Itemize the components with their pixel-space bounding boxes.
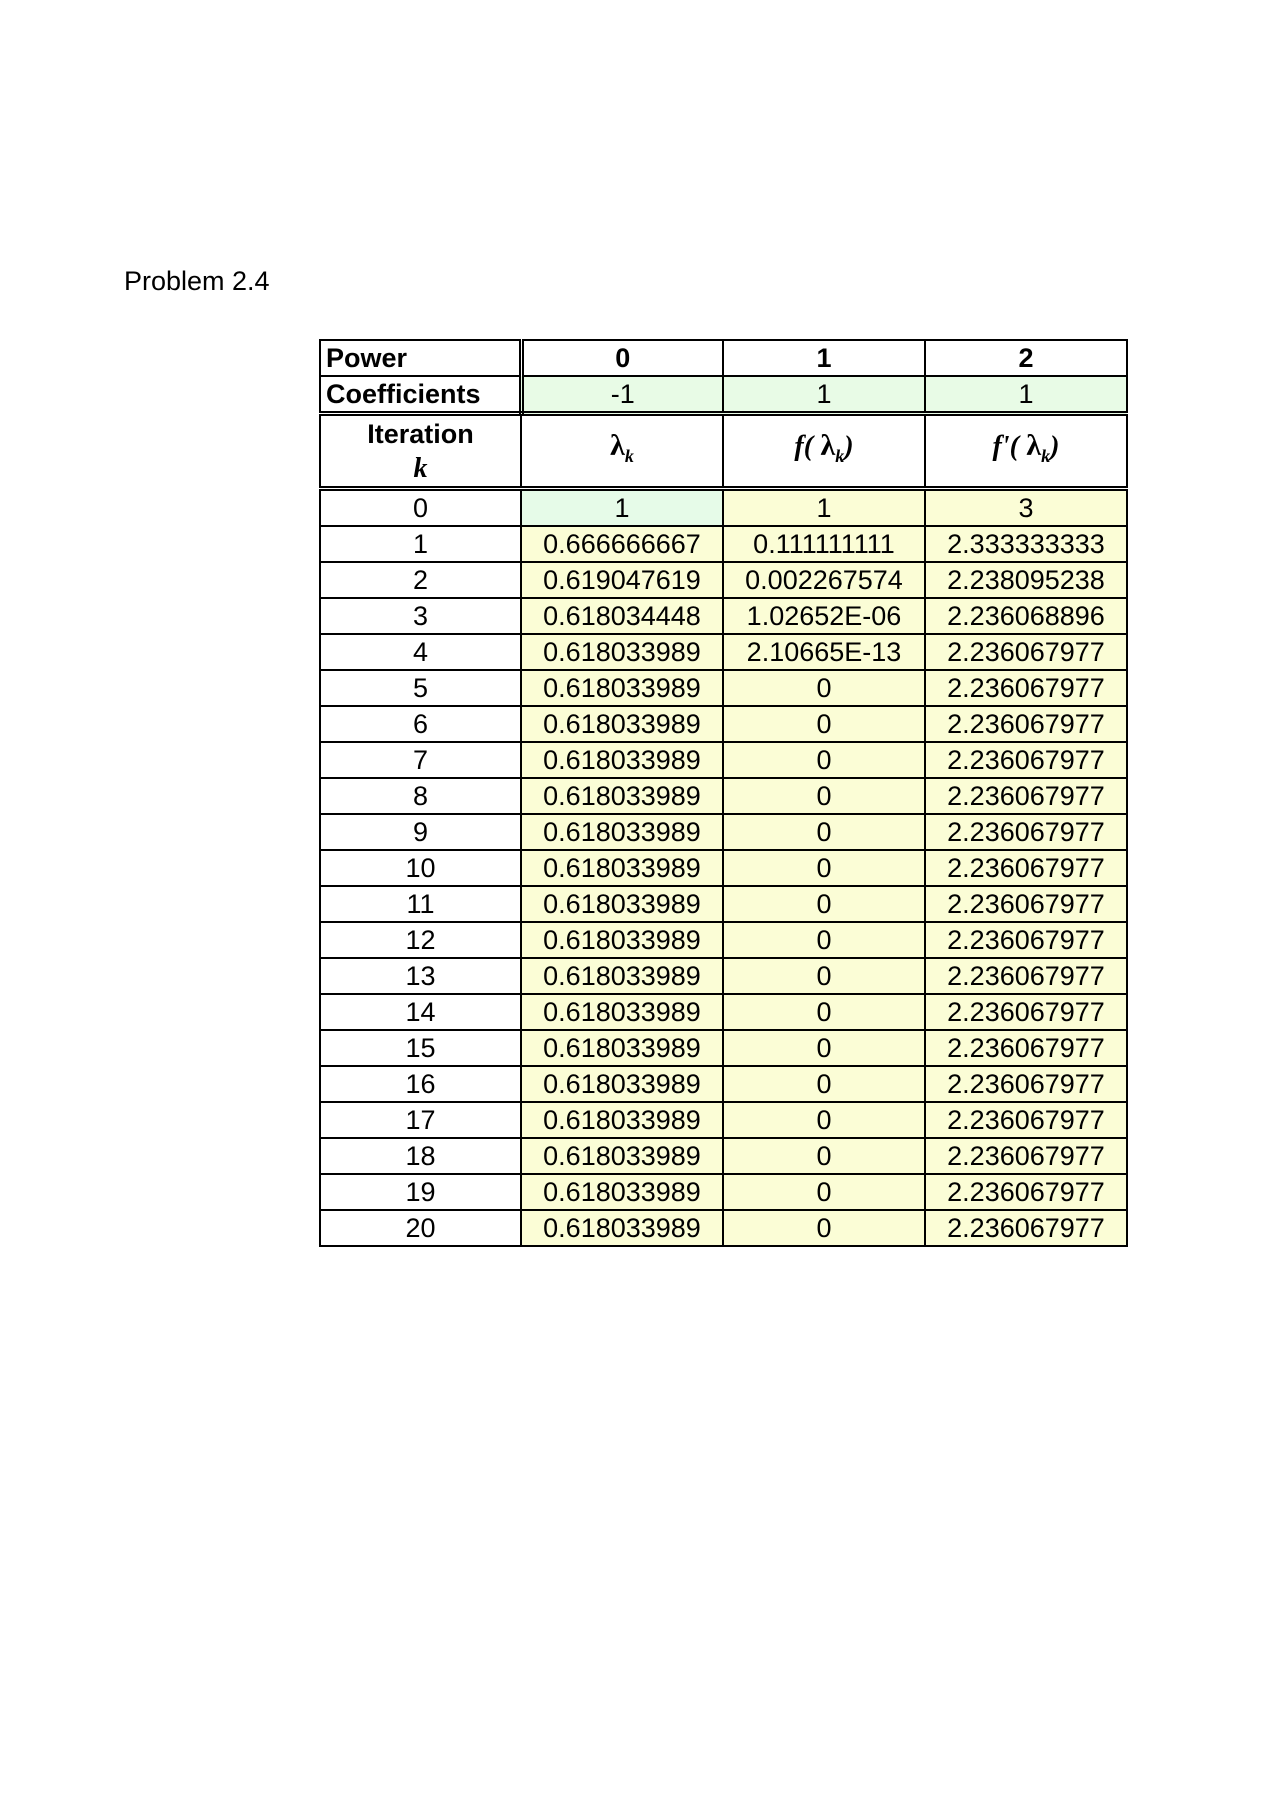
f-lambda-value[interactable]: 0	[723, 1138, 925, 1174]
lambda-value[interactable]: 0.618033989	[521, 1138, 723, 1174]
table-row	[320, 634, 1127, 670]
lambda-value[interactable]: 1	[521, 489, 723, 527]
lambda-symbol: λ	[610, 429, 625, 462]
iteration-k[interactable]: 18	[320, 1138, 521, 1174]
iteration-k[interactable]: 19	[320, 1174, 521, 1210]
iteration-header-row	[320, 414, 1127, 489]
f-lambda-value[interactable]: 0	[723, 1174, 925, 1210]
f-lambda-value[interactable]: 0	[723, 994, 925, 1030]
f-prime-lambda-value[interactable]: 2.236067977	[925, 742, 1127, 778]
table-row	[320, 922, 1127, 958]
f-prime-lambda-value[interactable]: 2.238095238	[925, 562, 1127, 598]
f-lambda-value[interactable]: 0	[723, 1030, 925, 1066]
coefficients-row	[320, 376, 1127, 414]
f-suffix: )	[844, 431, 854, 462]
iteration-k[interactable]: 15	[320, 1030, 521, 1066]
coefficients-label: Coefficients	[320, 376, 521, 414]
f-lambda-value[interactable]: 0	[723, 778, 925, 814]
lambda-value[interactable]: 0.618033989	[521, 886, 723, 922]
table-row	[320, 1174, 1127, 1210]
lambda-value[interactable]: 0.618033989	[521, 1030, 723, 1066]
f-lambda-value[interactable]: 0	[723, 742, 925, 778]
iteration-k[interactable]: 17	[320, 1102, 521, 1138]
table-row	[320, 850, 1127, 886]
newton-iteration-table	[319, 339, 1128, 1247]
f-prime-lambda-value[interactable]: 2.236067977	[925, 1102, 1127, 1138]
lambda-value[interactable]: 0.618033989	[521, 1066, 723, 1102]
lambda-value[interactable]: 0.618033989	[521, 958, 723, 994]
table-row	[320, 886, 1127, 922]
f-prime-lambda-value[interactable]: 2.236067977	[925, 814, 1127, 850]
lambda-value[interactable]: 0.618033989	[521, 670, 723, 706]
iteration-k[interactable]: 16	[320, 1066, 521, 1102]
f-prime-lambda-value[interactable]: 2.236067977	[925, 670, 1127, 706]
lambda-value[interactable]: 0.618033989	[521, 1174, 723, 1210]
f-lambda-value[interactable]: 0	[723, 670, 925, 706]
lambda-value[interactable]: 0.618033989	[521, 1210, 723, 1246]
iteration-k[interactable]: 8	[320, 778, 521, 814]
table-row	[320, 742, 1127, 778]
iteration-k[interactable]: 3	[320, 598, 521, 634]
iteration-k[interactable]: 10	[320, 850, 521, 886]
lambda-value[interactable]: 0.618033989	[521, 706, 723, 742]
f-lambda-value[interactable]: 0	[723, 886, 925, 922]
page-title: Problem 2.4	[124, 266, 270, 296]
iteration-k[interactable]: 0	[320, 489, 521, 527]
iteration-k[interactable]: 1	[320, 526, 521, 562]
table-row	[320, 814, 1127, 850]
lambda-value[interactable]: 0.618033989	[521, 778, 723, 814]
power-1: 1	[723, 340, 925, 376]
f-prime-lambda-symbol: λ	[1026, 429, 1042, 462]
iteration-k[interactable]: 9	[320, 814, 521, 850]
iteration-k[interactable]: 7	[320, 742, 521, 778]
table-row	[320, 526, 1127, 562]
iteration-k[interactable]: 11	[320, 886, 521, 922]
f-prime-lambda-value[interactable]: 2.236067977	[925, 778, 1127, 814]
lambda-value[interactable]: 0.618033989	[521, 1102, 723, 1138]
f-prime-lambda-value[interactable]: 2.236068896	[925, 598, 1127, 634]
coefficient-0[interactable]: -1	[521, 376, 723, 414]
power-2: 2	[925, 340, 1127, 376]
power-label: Power	[320, 340, 521, 376]
f-lambda-value[interactable]: 0	[723, 1066, 925, 1102]
iteration-k[interactable]: 13	[320, 958, 521, 994]
lambda-value[interactable]: 0.618033989	[521, 634, 723, 670]
coefficient-2[interactable]: 1	[925, 376, 1127, 414]
f-lambda-value[interactable]: 0.111111111	[723, 526, 925, 562]
f-prime-lambda-value[interactable]: 2.236067977	[925, 994, 1127, 1030]
f-prime-lambda-value[interactable]: 2.236067977	[925, 1066, 1127, 1102]
power-row	[320, 340, 1127, 376]
f-prime-lambda-value[interactable]: 2.236067977	[925, 634, 1127, 670]
lambda-value[interactable]: 0.666666667	[521, 526, 723, 562]
iteration-k[interactable]: 14	[320, 994, 521, 1030]
f-lambda-subscript: k	[835, 446, 845, 466]
iteration-k-label: k	[413, 453, 428, 484]
f-prime-prefix: f'(	[992, 431, 1019, 462]
f-lambda-value[interactable]: 0	[723, 958, 925, 994]
lambda-value[interactable]: 0.618034448	[521, 598, 723, 634]
f-lambda-symbol: λ	[820, 429, 836, 462]
table-row	[320, 706, 1127, 742]
f-prime-lambda-value[interactable]: 2.333333333	[925, 526, 1127, 562]
table-row	[320, 1030, 1127, 1066]
table-row	[320, 1210, 1127, 1246]
f-prime-lambda-subscript: k	[1041, 446, 1051, 466]
table-row	[320, 1102, 1127, 1138]
f-lambda-value[interactable]: 0	[723, 850, 925, 886]
f-lambda-value[interactable]: 0	[723, 706, 925, 742]
iteration-k[interactable]: 20	[320, 1210, 521, 1246]
lambda-subscript: k	[624, 446, 634, 466]
iteration-k[interactable]: 12	[320, 922, 521, 958]
iteration-header	[320, 414, 521, 489]
f-lambda-value[interactable]: 1.02652E-06	[723, 598, 925, 634]
table-row	[320, 489, 1127, 527]
lambda-value[interactable]: 0.619047619	[521, 562, 723, 598]
f-prime-lambda-value[interactable]: 2.236067977	[925, 886, 1127, 922]
lambda-header	[521, 414, 723, 489]
f-lambda-value[interactable]: 0	[723, 1210, 925, 1246]
f-prefix: f(	[794, 431, 814, 462]
lambda-value[interactable]: 0.618033989	[521, 994, 723, 1030]
iteration-k[interactable]: 5	[320, 670, 521, 706]
table-row	[320, 994, 1127, 1030]
f-prime-lambda-value[interactable]: 2.236067977	[925, 958, 1127, 994]
table-row	[320, 562, 1127, 598]
f-lambda-value[interactable]: 2.10665E-13	[723, 634, 925, 670]
table-row	[320, 958, 1127, 994]
lambda-value[interactable]: 0.618033989	[521, 850, 723, 886]
f-lambda-value[interactable]: 0.002267574	[723, 562, 925, 598]
iteration-k[interactable]: 2	[320, 562, 521, 598]
f-lambda-value[interactable]: 0	[723, 922, 925, 958]
iteration-k[interactable]: 4	[320, 634, 521, 670]
f-lambda-header	[723, 414, 925, 489]
table-row	[320, 1138, 1127, 1174]
table-row	[320, 598, 1127, 634]
table-row	[320, 670, 1127, 706]
f-prime-lambda-value[interactable]: 2.236067977	[925, 706, 1127, 742]
f-lambda-value[interactable]: 1	[723, 489, 925, 527]
coefficient-1[interactable]: 1	[723, 376, 925, 414]
f-prime-lambda-header	[925, 414, 1127, 489]
iteration-k[interactable]: 6	[320, 706, 521, 742]
f-prime-lambda-value[interactable]: 3	[925, 489, 1127, 527]
f-prime-lambda-value[interactable]: 2.236067977	[925, 850, 1127, 886]
f-prime-lambda-value[interactable]: 2.236067977	[925, 1138, 1127, 1174]
f-prime-lambda-value[interactable]: 2.236067977	[925, 1174, 1127, 1210]
f-prime-suffix: )	[1050, 431, 1060, 462]
table-row	[320, 778, 1127, 814]
lambda-value[interactable]: 0.618033989	[521, 814, 723, 850]
f-prime-lambda-value[interactable]: 2.236067977	[925, 1030, 1127, 1066]
table-row	[320, 1066, 1127, 1102]
lambda-value[interactable]: 0.618033989	[521, 742, 723, 778]
f-lambda-value[interactable]: 0	[723, 814, 925, 850]
f-prime-lambda-value[interactable]: 2.236067977	[925, 922, 1127, 958]
iteration-label: Iteration	[367, 419, 474, 449]
power-0: 0	[521, 340, 723, 376]
f-lambda-value[interactable]: 0	[723, 1102, 925, 1138]
lambda-value[interactable]: 0.618033989	[521, 922, 723, 958]
f-prime-lambda-value[interactable]: 2.236067977	[925, 1210, 1127, 1246]
